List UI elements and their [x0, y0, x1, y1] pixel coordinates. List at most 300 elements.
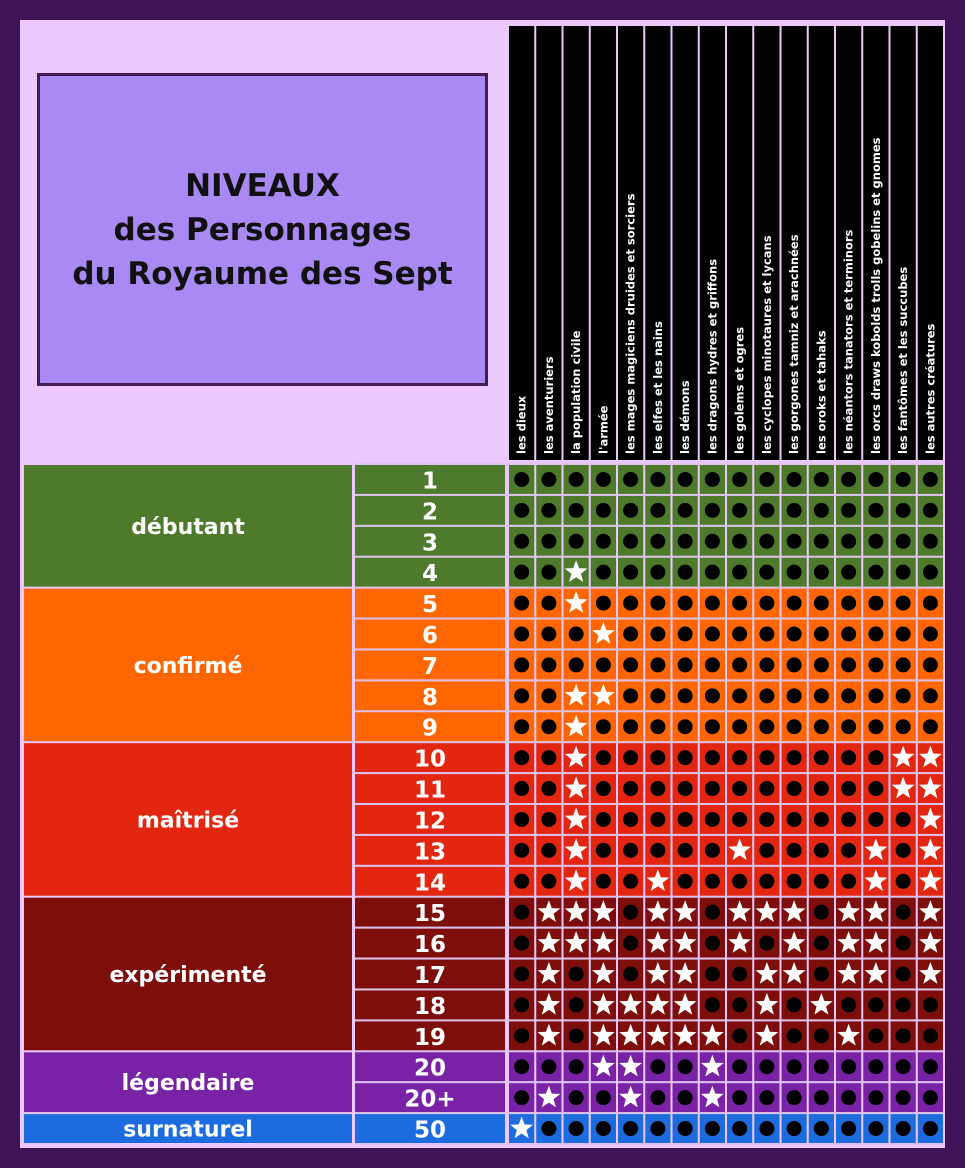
dot-marker: [650, 503, 665, 518]
dot-marker: [623, 967, 638, 982]
dot-marker: [896, 657, 911, 672]
level-label: 2: [421, 499, 439, 526]
dot-marker: [841, 843, 856, 858]
dot-marker: [759, 472, 774, 487]
dot-marker: [650, 627, 665, 642]
level-label: 15: [413, 901, 447, 928]
dot-marker: [705, 596, 720, 611]
column-header-bar: [509, 26, 534, 460]
dot-marker: [923, 997, 938, 1012]
dot-marker: [541, 596, 556, 611]
dot-marker: [514, 967, 529, 982]
dot-marker: [868, 472, 883, 487]
dot-marker: [514, 596, 529, 611]
dot-marker: [732, 812, 747, 827]
dot-marker: [732, 627, 747, 642]
dot-marker: [759, 565, 774, 580]
dot-marker: [541, 812, 556, 827]
dot-marker: [923, 565, 938, 580]
dot-marker: [541, 565, 556, 580]
dot-marker: [541, 657, 556, 672]
dot-marker: [814, 750, 829, 765]
dot-marker: [759, 750, 774, 765]
dot-marker: [705, 997, 720, 1012]
column-header-label: les néantors tanators et terminors: [841, 229, 856, 454]
dot-marker: [623, 812, 638, 827]
dot-marker: [623, 1121, 638, 1136]
dot-marker: [868, 750, 883, 765]
level-label: 18: [413, 993, 447, 1020]
dot-marker: [868, 1059, 883, 1074]
dot-marker: [814, 1059, 829, 1074]
dot-marker: [596, 1090, 611, 1105]
dot-marker: [650, 565, 665, 580]
dot-marker: [841, 719, 856, 734]
dot-marker: [868, 596, 883, 611]
dot-marker: [814, 472, 829, 487]
dot-marker: [678, 503, 693, 518]
dot-marker: [759, 596, 774, 611]
dot-marker: [623, 565, 638, 580]
dot-marker: [787, 1059, 802, 1074]
dot-marker: [623, 719, 638, 734]
dot-marker: [841, 472, 856, 487]
dot-marker: [623, 503, 638, 518]
dot-marker: [569, 503, 584, 518]
dot-marker: [868, 627, 883, 642]
dot-marker: [705, 657, 720, 672]
level-label: 20+: [404, 1086, 456, 1113]
dot-marker: [841, 1121, 856, 1136]
dot-marker: [896, 503, 911, 518]
dot-marker: [732, 781, 747, 796]
dot-marker: [787, 627, 802, 642]
dot-marker: [814, 503, 829, 518]
dot-marker: [841, 997, 856, 1012]
dot-marker: [868, 1090, 883, 1105]
dot-marker: [650, 534, 665, 549]
dot-marker: [623, 657, 638, 672]
dot-marker: [678, 1121, 693, 1136]
dot-marker: [623, 472, 638, 487]
dot-marker: [814, 1090, 829, 1105]
dot-marker: [541, 1121, 556, 1136]
dot-marker: [841, 534, 856, 549]
dot-marker: [732, 1090, 747, 1105]
dot-marker: [814, 812, 829, 827]
column-header-label: l'armée: [596, 405, 611, 454]
dot-marker: [514, 936, 529, 951]
dot-marker: [569, 997, 584, 1012]
dot-marker: [868, 565, 883, 580]
dot-marker: [569, 1059, 584, 1074]
dot-marker: [596, 472, 611, 487]
level-label: 7: [421, 653, 439, 680]
column-header-label: les cyclopes minotaures et lycans: [759, 235, 774, 454]
dot-marker: [569, 1121, 584, 1136]
dot-marker: [678, 812, 693, 827]
dot-marker: [514, 1059, 529, 1074]
dot-marker: [623, 750, 638, 765]
dot-marker: [541, 627, 556, 642]
dot-marker: [787, 596, 802, 611]
dot-marker: [514, 843, 529, 858]
dot-marker: [923, 688, 938, 703]
dot-marker: [650, 1090, 665, 1105]
dot-marker: [569, 967, 584, 982]
dot-marker: [569, 627, 584, 642]
dot-marker: [541, 750, 556, 765]
level-label: 50: [413, 1117, 447, 1144]
dot-marker: [787, 1028, 802, 1043]
level-label: 11: [413, 777, 447, 804]
dot-marker: [841, 565, 856, 580]
column-header-label: les oroks et tahaks: [814, 330, 829, 454]
dot-marker: [732, 1059, 747, 1074]
column-header-label: les orcs draws kobolds trolls gobelins et gnomes: [868, 137, 883, 454]
dot-marker: [923, 627, 938, 642]
level-label: 14: [413, 870, 447, 897]
dot-marker: [732, 596, 747, 611]
dot-marker: [678, 719, 693, 734]
dot-marker: [841, 750, 856, 765]
dot-marker: [623, 936, 638, 951]
level-label: 8: [421, 684, 439, 711]
dot-marker: [732, 997, 747, 1012]
dot-marker: [868, 688, 883, 703]
dot-marker: [678, 565, 693, 580]
group-label: surnaturel: [123, 1117, 253, 1143]
dot-marker: [541, 688, 556, 703]
dot-marker: [569, 472, 584, 487]
group-label: maîtrisé: [136, 808, 240, 834]
dot-marker: [705, 843, 720, 858]
dot-marker: [787, 503, 802, 518]
group-label: légendaire: [121, 1071, 255, 1097]
dot-marker: [787, 688, 802, 703]
level-label: 16: [413, 932, 447, 959]
dot-marker: [623, 596, 638, 611]
dot-marker: [596, 596, 611, 611]
dot-marker: [923, 596, 938, 611]
dot-marker: [814, 1121, 829, 1136]
dot-marker: [596, 503, 611, 518]
dot-marker: [759, 688, 774, 703]
dot-marker: [868, 503, 883, 518]
dot-marker: [732, 503, 747, 518]
dot-marker: [623, 534, 638, 549]
column-header-label: les golems et ogres: [732, 326, 747, 454]
dot-marker: [814, 843, 829, 858]
dot-marker: [896, 874, 911, 889]
dot-marker: [759, 843, 774, 858]
dot-marker: [896, 997, 911, 1012]
dot-marker: [868, 1121, 883, 1136]
dot-marker: [596, 534, 611, 549]
dot-marker: [868, 1028, 883, 1043]
dot-marker: [650, 843, 665, 858]
dot-marker: [514, 503, 529, 518]
dot-marker: [787, 812, 802, 827]
dot-marker: [923, 1121, 938, 1136]
dot-marker: [650, 596, 665, 611]
dot-marker: [541, 472, 556, 487]
dot-marker: [732, 534, 747, 549]
dot-marker: [514, 905, 529, 920]
dot-marker: [787, 1121, 802, 1136]
dot-marker: [650, 688, 665, 703]
dot-marker: [814, 967, 829, 982]
dot-marker: [569, 1090, 584, 1105]
dot-marker: [705, 874, 720, 889]
level-label: 6: [421, 623, 439, 649]
level-label: 10: [413, 746, 447, 773]
dot-marker: [787, 781, 802, 796]
dot-marker: [841, 596, 856, 611]
column-header-bar: [591, 26, 616, 460]
dot-marker: [814, 874, 829, 889]
dot-marker: [759, 936, 774, 951]
dot-marker: [678, 657, 693, 672]
dot-marker: [759, 534, 774, 549]
dot-marker: [541, 1059, 556, 1074]
dot-marker: [868, 781, 883, 796]
dot-marker: [650, 750, 665, 765]
level-label: 5: [421, 592, 439, 619]
dot-marker: [596, 565, 611, 580]
dot-marker: [759, 657, 774, 672]
dot-marker: [650, 472, 665, 487]
dot-marker: [787, 472, 802, 487]
dot-marker: [759, 1090, 774, 1105]
dot-marker: [650, 1059, 665, 1074]
title-line-2: des Personnages: [113, 211, 412, 248]
dot-marker: [541, 843, 556, 858]
dot-marker: [759, 812, 774, 827]
dot-marker: [759, 1121, 774, 1136]
dot-marker: [868, 719, 883, 734]
title-line-1: NIVEAUX: [185, 167, 340, 204]
level-label: 1: [421, 468, 439, 495]
dot-marker: [705, 750, 720, 765]
dot-marker: [896, 565, 911, 580]
dot-marker: [678, 750, 693, 765]
dot-marker: [896, 812, 911, 827]
dot-marker: [759, 1059, 774, 1074]
dot-marker: [868, 997, 883, 1012]
column-header-label: les aventuriers: [541, 356, 556, 454]
dot-marker: [814, 781, 829, 796]
dot-marker: [841, 812, 856, 827]
dot-marker: [514, 688, 529, 703]
dot-marker: [841, 657, 856, 672]
dot-marker: [732, 688, 747, 703]
dot-marker: [923, 1090, 938, 1105]
dot-marker: [705, 1121, 720, 1136]
column-header-label: les mages magiciens druides et sorciers: [623, 193, 638, 454]
dot-marker: [814, 719, 829, 734]
dot-marker: [896, 596, 911, 611]
dot-marker: [896, 1028, 911, 1043]
dot-marker: [814, 688, 829, 703]
column-header-label: les dieux: [514, 395, 529, 454]
dot-marker: [705, 627, 720, 642]
dot-marker: [514, 812, 529, 827]
dot-marker: [541, 503, 556, 518]
dot-marker: [705, 967, 720, 982]
dot-marker: [623, 688, 638, 703]
dot-marker: [787, 874, 802, 889]
dot-marker: [732, 657, 747, 672]
dot-marker: [678, 843, 693, 858]
dot-marker: [923, 657, 938, 672]
dot-marker: [841, 1090, 856, 1105]
dot-marker: [896, 967, 911, 982]
dot-marker: [841, 503, 856, 518]
dot-marker: [514, 534, 529, 549]
dot-marker: [514, 1028, 529, 1043]
dot-marker: [514, 781, 529, 796]
dot-marker: [514, 750, 529, 765]
dot-marker: [923, 1028, 938, 1043]
dot-marker: [514, 1090, 529, 1105]
dot-marker: [596, 1121, 611, 1136]
level-label: 9: [421, 715, 439, 742]
dot-marker: [923, 503, 938, 518]
dot-marker: [868, 534, 883, 549]
dot-marker: [841, 688, 856, 703]
dot-marker: [514, 565, 529, 580]
dot-marker: [678, 627, 693, 642]
dot-marker: [896, 1121, 911, 1136]
group-label: débutant: [131, 514, 245, 540]
dot-marker: [541, 534, 556, 549]
dot-marker: [787, 565, 802, 580]
dot-marker: [814, 1028, 829, 1043]
dot-marker: [896, 688, 911, 703]
dot-marker: [787, 534, 802, 549]
column-header-label: les autres créatures: [923, 323, 938, 454]
dot-marker: [705, 472, 720, 487]
dot-marker: [678, 781, 693, 796]
dot-marker: [732, 472, 747, 487]
dot-marker: [705, 781, 720, 796]
dot-marker: [732, 1028, 747, 1043]
dot-marker: [678, 534, 693, 549]
dot-marker: [868, 812, 883, 827]
dot-marker: [623, 781, 638, 796]
dot-marker: [732, 565, 747, 580]
dot-marker: [678, 596, 693, 611]
dot-marker: [596, 781, 611, 796]
title-line-3: du Royaume des Sept: [72, 255, 453, 292]
group-label: expérimenté: [109, 963, 267, 988]
column-header-label: les elfes et les nains: [650, 321, 665, 454]
dot-marker: [514, 472, 529, 487]
dot-marker: [814, 905, 829, 920]
dot-marker: [623, 627, 638, 642]
dot-marker: [514, 997, 529, 1012]
dot-marker: [759, 503, 774, 518]
dot-marker: [732, 750, 747, 765]
dot-marker: [705, 905, 720, 920]
dot-marker: [814, 657, 829, 672]
dot-marker: [705, 565, 720, 580]
dot-marker: [787, 843, 802, 858]
dot-marker: [650, 781, 665, 796]
dot-marker: [896, 843, 911, 858]
dot-marker: [732, 874, 747, 889]
dot-marker: [623, 874, 638, 889]
dot-marker: [759, 627, 774, 642]
dot-marker: [732, 967, 747, 982]
dot-marker: [650, 719, 665, 734]
level-label: 17: [413, 963, 447, 989]
dot-marker: [787, 750, 802, 765]
dot-marker: [896, 719, 911, 734]
dot-marker: [841, 627, 856, 642]
dot-marker: [514, 719, 529, 734]
dot-marker: [896, 1090, 911, 1105]
dot-marker: [623, 843, 638, 858]
dot-marker: [705, 534, 720, 549]
dot-marker: [650, 1121, 665, 1136]
column-header-label: les démons: [678, 380, 693, 454]
dot-marker: [514, 657, 529, 672]
level-label: 12: [413, 808, 447, 835]
dot-marker: [732, 1121, 747, 1136]
dot-marker: [923, 1059, 938, 1074]
dot-marker: [541, 781, 556, 796]
dot-marker: [787, 997, 802, 1012]
column-header-label: les fantômes et les succubes: [896, 266, 911, 454]
dot-marker: [923, 534, 938, 549]
dot-marker: [623, 905, 638, 920]
level-label: 13: [413, 839, 447, 866]
dot-marker: [596, 843, 611, 858]
dot-marker: [759, 874, 774, 889]
dot-marker: [732, 719, 747, 734]
dot-marker: [814, 627, 829, 642]
column-header-label: la population civile: [569, 330, 584, 454]
column-header-label: les gorgones tamniz et arachnées: [787, 234, 802, 454]
dot-marker: [569, 657, 584, 672]
dot-marker: [787, 657, 802, 672]
dot-marker: [787, 1090, 802, 1105]
dot-marker: [814, 534, 829, 549]
dot-marker: [896, 1059, 911, 1074]
dot-marker: [705, 719, 720, 734]
dot-marker: [541, 874, 556, 889]
level-label: 3: [421, 530, 439, 557]
dot-marker: [650, 812, 665, 827]
dot-marker: [896, 534, 911, 549]
dot-marker: [569, 1028, 584, 1043]
dot-marker: [868, 657, 883, 672]
dot-marker: [541, 719, 556, 734]
dot-marker: [705, 688, 720, 703]
dot-marker: [596, 750, 611, 765]
dot-marker: [678, 688, 693, 703]
dot-marker: [514, 627, 529, 642]
dot-marker: [896, 905, 911, 920]
dot-marker: [514, 874, 529, 889]
dot-marker: [896, 472, 911, 487]
dot-marker: [705, 503, 720, 518]
dot-marker: [923, 719, 938, 734]
dot-marker: [650, 657, 665, 672]
dot-marker: [759, 719, 774, 734]
